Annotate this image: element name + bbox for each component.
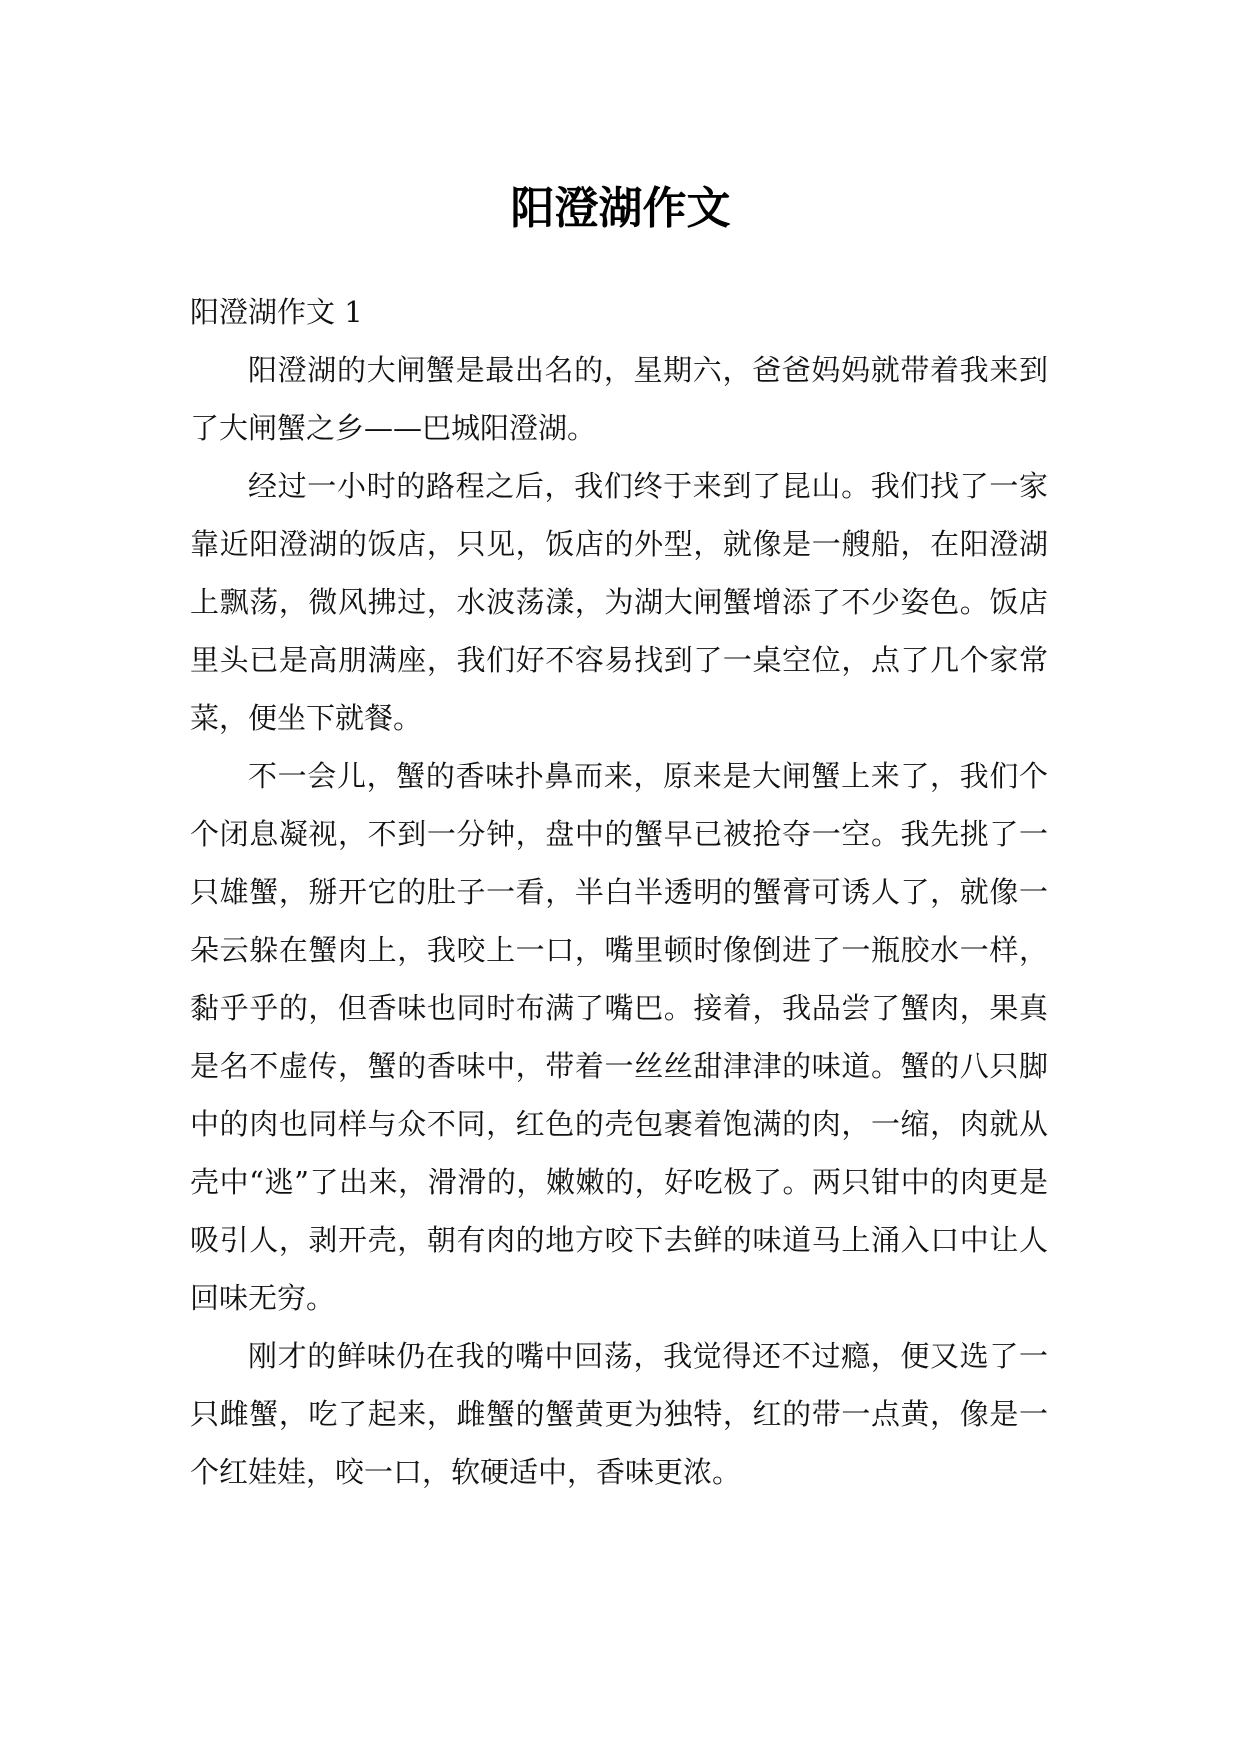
paragraph-1: 阳澄湖的大闸蟹是最出名的，星期六，爸爸妈妈就带着我来到了大闸蟹之乡——巴城阳澄湖。 bbox=[190, 353, 1048, 445]
essay-subtitle: 阳澄湖作文 1 bbox=[190, 295, 363, 329]
paragraph-4: 刚才的鲜味仍在我的嘴中回荡，我觉得还不过瘾，便又选了一只雌蟹，吃了起来，雌蟹的蟹黄更为独特，红的带一点黄，像是一个红娃娃，咬一口，软硬适中，香味更浓。 bbox=[190, 1339, 1048, 1489]
paragraph-3: 不一会儿，蟹的香味扑鼻而来，原来是大闸蟹上来了，我们个个闭息凝视，不到一分钟，盘中的蟹早已被抢夺一空。我先挑了一只雄蟹，掰开它的肚子一看，半白半透明的蟹膏可诱人了，就像一朵云躲在蟹肉上，我咬上一口，嘴里顿时像倒进了一瓶胶水一样，黏乎乎的，但香味也同时布满了嘴巴。接着，我品尝了蟹肉，果真是名不虚传，蟹的香味中，带着一丝丝甜津津的味道。蟹的八只脚中的肉也同样与众不同，红色的壳包裹着饱满的肉，一缩，肉就从壳中“逃”了出来，滑滑的，嫩嫩的，好吃极了。两只钳中的肉更是吸引人，剥开壳，朝有肉的地方咬下去鲜的味道马上涌入口中让人回味无穷。 bbox=[190, 759, 1048, 1315]
paragraph-2: 经过一小时的路程之后，我们终于来到了昆山。我们找了一家靠近阳澄湖的饭店，只见，饭店的外型，就像是一艘船，在阳澄湖上飘荡，微风拂过，水波荡漾，为湖大闸蟹增添了不少姿色。饭店里头已是高朋满座，我们好不容易找到了一桌空位，点了几个家常菜，便坐下就餐。 bbox=[190, 469, 1048, 735]
document-title: 阳澄湖作文 bbox=[510, 183, 731, 235]
document-body bbox=[190, 283, 1048, 1501]
